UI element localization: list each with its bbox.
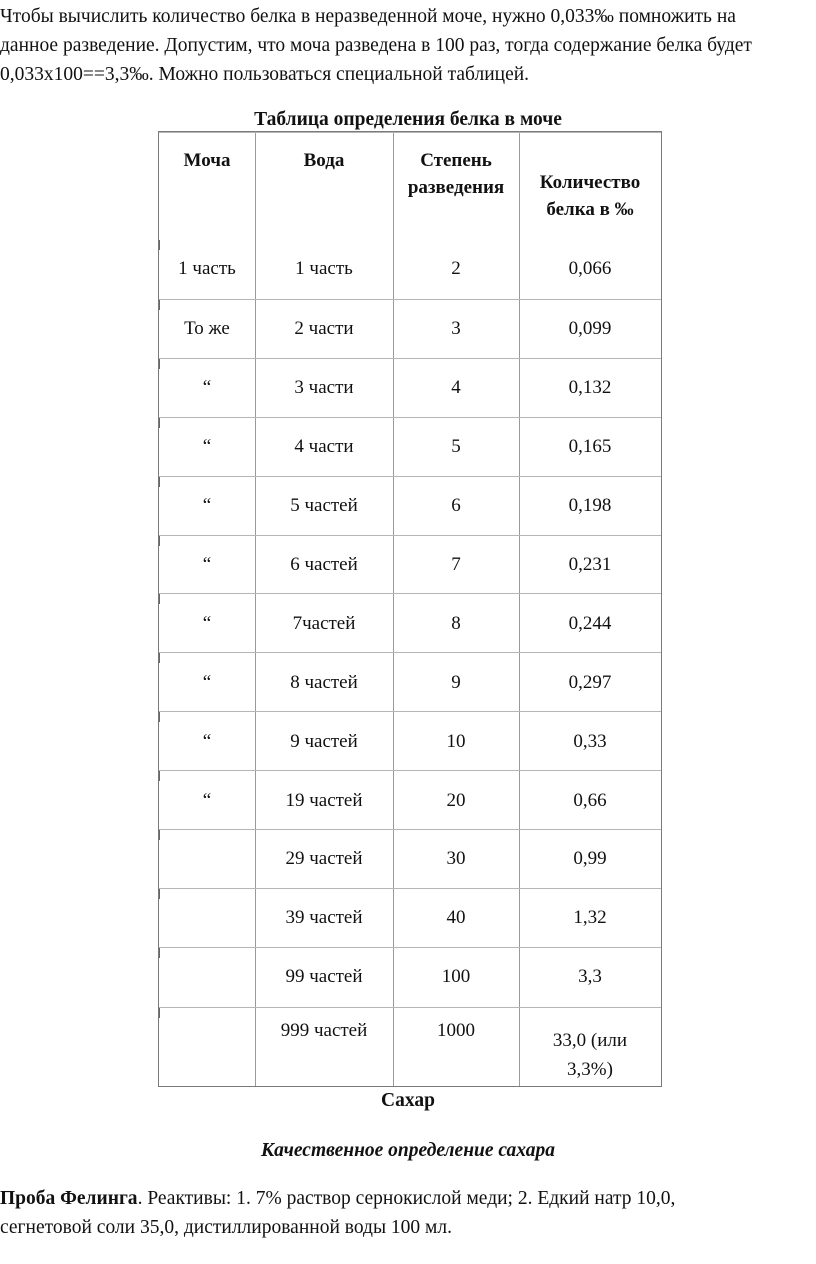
header-dilution-line: Степень — [420, 150, 492, 171]
cell-urine: “ — [202, 612, 212, 634]
cell-water: 39 частей — [285, 907, 363, 929]
cell-water: 7частей — [292, 612, 356, 634]
cell-protein-line: 33,0 (или — [552, 1030, 628, 1051]
cell-dilution: 10 — [446, 730, 466, 752]
cell-dilution: 9 — [451, 671, 461, 693]
intro-line: 0,033х100==3,3‰. Можно пользоваться специальной таблицей. — [0, 64, 530, 85]
cell-dilution: 5 — [451, 436, 461, 458]
cell-dilution: 3 — [451, 318, 461, 340]
cell-water: 4 части — [294, 436, 354, 458]
cell-protein: 0,132 — [568, 377, 612, 399]
cell-protein: 0,99 — [573, 848, 607, 870]
test-text: сегнетовой соли 35,0, дистиллированной воды 100 мл. — [0, 1217, 452, 1238]
intro-paragraph — [0, 2, 816, 89]
cell-protein: 0,231 — [568, 553, 612, 575]
table-row — [159, 535, 661, 595]
cell-dilution: 6 — [451, 495, 461, 517]
header-protein-line: белка в ‰ — [546, 199, 634, 220]
cell-protein: 1,32 — [573, 907, 607, 929]
table-title: Таблица определения белка в моче — [254, 109, 562, 130]
header-protein — [519, 133, 661, 241]
cell-dilution: 4 — [451, 377, 461, 399]
test-name: Проба Фелинга — [0, 1188, 138, 1209]
cell-protein: 0,297 — [568, 671, 612, 693]
cell-protein: 0,244 — [568, 612, 612, 634]
cell-dilution: 1000 — [437, 1020, 475, 1041]
header-water: Вода — [303, 150, 345, 171]
table-row — [159, 476, 661, 536]
table-row — [159, 417, 661, 477]
cell-water: 999 частей — [280, 1020, 368, 1041]
intro-line: данное разведение. Допустим, что моча разведена в 100 раз, тогда содержание белка будет — [0, 35, 752, 56]
cell-protein — [519, 1008, 661, 1087]
header-urine: Моча — [183, 150, 231, 171]
cell-protein: 0,66 — [573, 789, 607, 811]
table-row — [159, 1007, 661, 1087]
cell-urine: “ — [202, 495, 212, 517]
cell-urine: “ — [202, 436, 212, 458]
cell-water: 8 частей — [290, 671, 358, 693]
table-row — [159, 829, 661, 889]
cell-dilution: 40 — [446, 907, 466, 929]
cell-water: 6 частей — [290, 553, 358, 575]
cell-urine: То же — [184, 318, 230, 340]
cell-water: 99 частей — [285, 966, 363, 988]
cell-water: 19 частей — [285, 789, 363, 811]
cell-protein: 3,3 — [578, 966, 602, 988]
table-row — [159, 947, 661, 1007]
cell-urine: “ — [202, 377, 212, 399]
cell-water: 5 частей — [290, 495, 358, 517]
cell-urine — [159, 830, 255, 889]
cell-urine: “ — [202, 671, 212, 693]
cell-water: 2 части — [294, 318, 354, 340]
cell-urine: 1 часть — [178, 258, 236, 280]
cell-protein: 0,066 — [568, 258, 612, 280]
table-row — [159, 711, 661, 771]
cell-protein: 0,33 — [573, 730, 607, 752]
cell-dilution: 20 — [446, 789, 466, 811]
table-row — [159, 593, 661, 653]
table-row — [159, 770, 661, 830]
table-row — [159, 652, 661, 712]
cell-dilution: 8 — [451, 612, 461, 634]
cell-urine: “ — [202, 553, 212, 575]
cell-protein: 0,198 — [568, 495, 612, 517]
cell-protein-line: 3,3%) — [567, 1059, 613, 1080]
intro-line: Чтобы вычислить количество белка в неразведенной моче, нужно 0,033‰ помножить на — [0, 6, 736, 27]
cell-urine: “ — [202, 789, 212, 811]
cell-water: 29 частей — [285, 848, 363, 870]
cell-water: 3 части — [294, 377, 354, 399]
test-text: . Реактивы: 1. 7% раствор сернокислой меди; 2. Едкий натр 10,0, — [137, 1188, 676, 1209]
header-protein-line: Количество — [539, 172, 641, 193]
cell-water: 1 часть — [295, 258, 353, 280]
table-header-row — [159, 132, 661, 241]
cell-protein: 0,165 — [568, 436, 612, 458]
cell-protein: 0,099 — [568, 318, 612, 340]
table-row — [159, 358, 661, 418]
cell-urine — [159, 1008, 255, 1087]
fehling-paragraph — [0, 1184, 816, 1242]
table-row — [159, 240, 661, 299]
cell-dilution: 7 — [451, 553, 461, 575]
cell-urine: “ — [202, 730, 212, 752]
header-dilution-line: разведения — [407, 177, 505, 198]
cell-urine — [159, 948, 255, 1007]
cell-urine — [159, 889, 255, 948]
protein-table — [158, 131, 662, 1087]
section-heading: Сахар — [381, 1090, 435, 1111]
cell-water: 9 частей — [290, 730, 358, 752]
table-row — [159, 888, 661, 948]
cell-dilution: 30 — [446, 848, 466, 870]
header-dilution — [393, 133, 519, 241]
section-subheading: Качественное определение сахара — [260, 1140, 556, 1161]
table-row — [159, 299, 661, 359]
cell-dilution: 2 — [451, 258, 461, 280]
cell-dilution: 100 — [441, 966, 471, 988]
